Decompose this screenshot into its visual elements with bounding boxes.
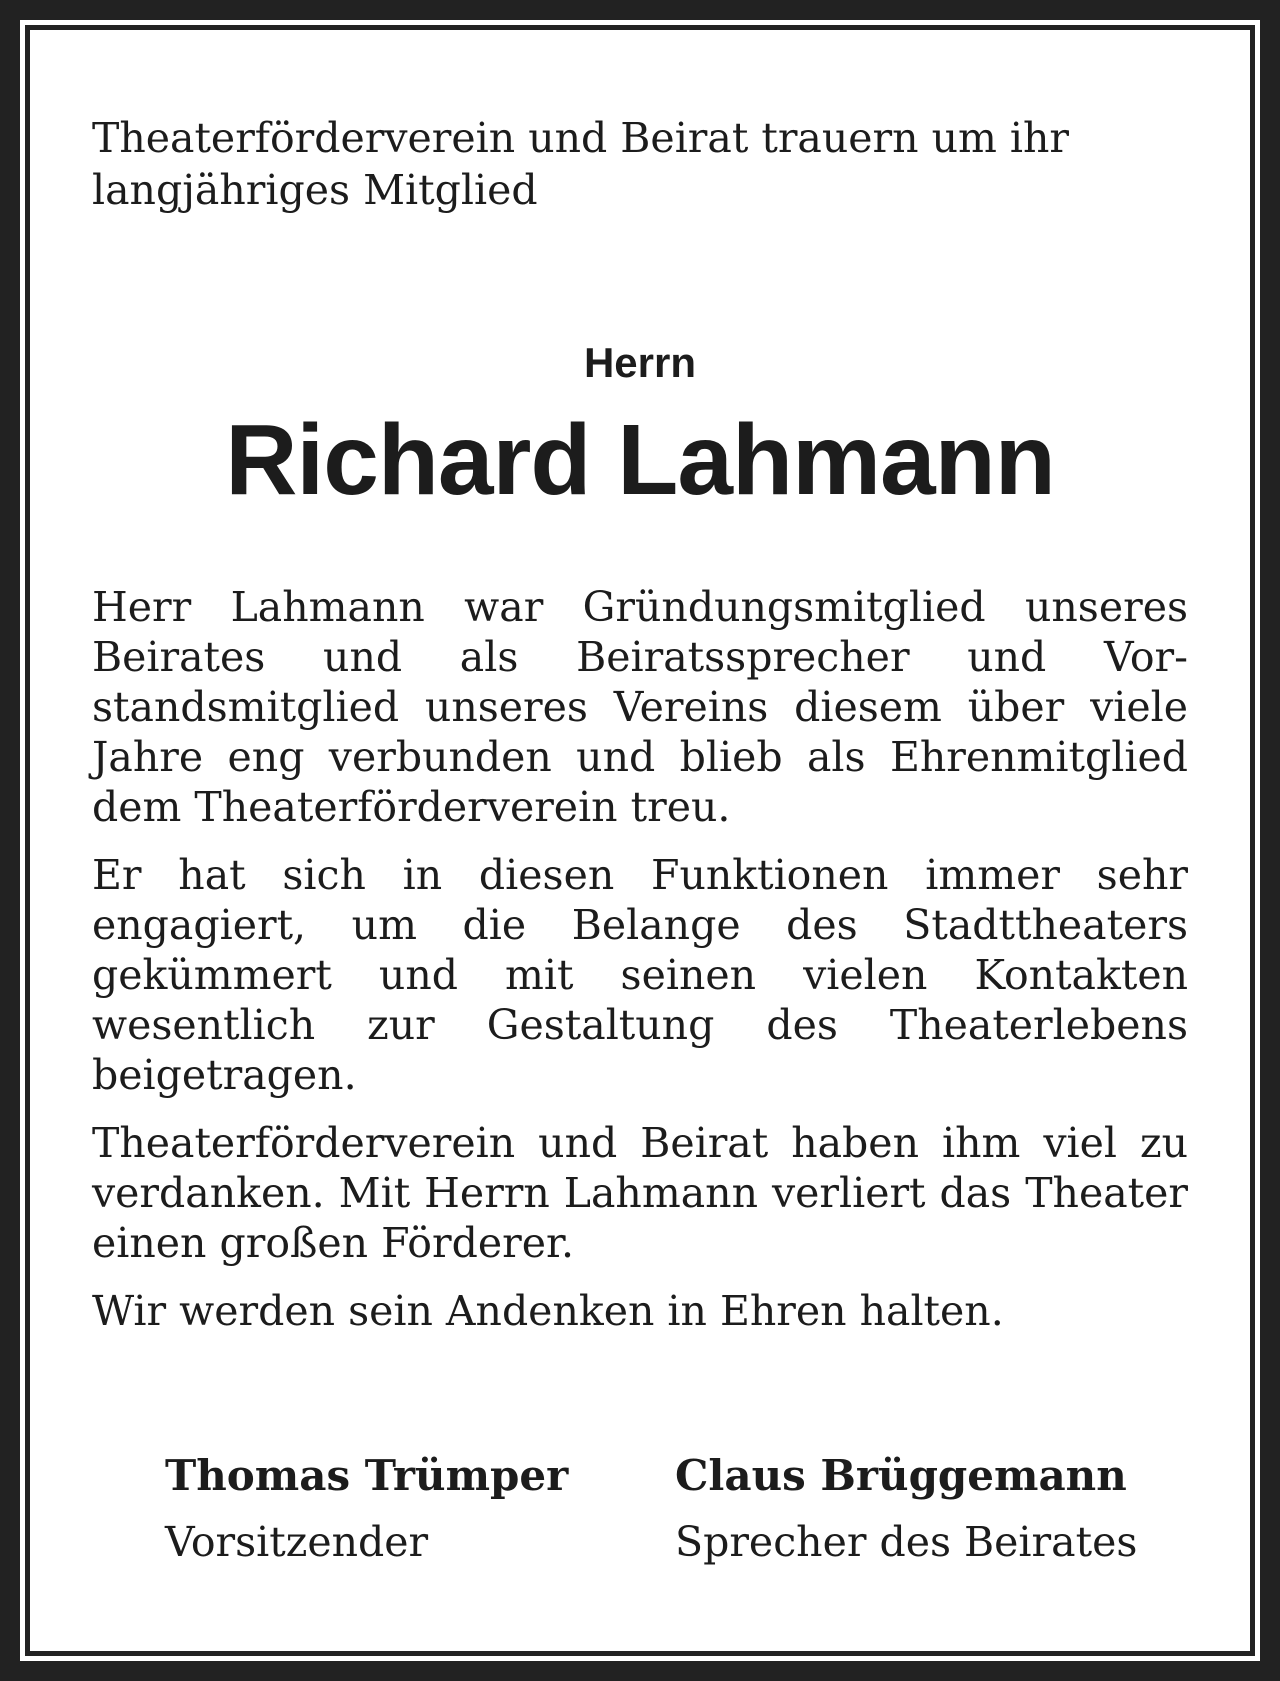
signatory-chairman	[165, 1448, 675, 1570]
intro-text: Theaterförderverein und Beirat trauern um ihr langjähriges Mitglied	[92, 114, 1070, 214]
signatory-role: Sprecher des Beirates	[675, 1518, 1138, 1566]
paragraph: Er hat sich in diesen Funktionen immer sehr engagiert, um die Belange des Stadttheaters gekümmert und mit seinen vielen Kontakten wesentlich zur Gestaltung des Theaterlebens beigetragen.	[92, 851, 1188, 1099]
signatory-role: Vorsitzender	[165, 1518, 429, 1566]
salutation: Herrn	[583, 339, 697, 386]
signatory-board-speaker	[675, 1448, 1137, 1570]
signatures	[165, 1448, 1185, 1570]
signatory-name: Thomas Trümper	[165, 1451, 569, 1500]
paragraph: Theaterförderverein und Beirat haben ihm viel zu verdanken. Mit Herrn Lahmann verliert das Theater einen großen Förderer.	[92, 1119, 1188, 1267]
deceased-name: Richard Lahmann	[225, 404, 1055, 516]
signatory-name: Claus Brüggemann	[675, 1451, 1127, 1500]
obituary-content	[92, 112, 1188, 1354]
paragraph: Herr Lahmann war Gründungsmitglied unseres Beirates und als Beiratssprecher und Vorstandsmitglied unseres Vereins diesem über viele Jahre eng verbunden und blieb als Ehrenmitglied dem Theaterförderverein treu.	[92, 583, 1188, 831]
body-text	[92, 582, 1188, 1336]
paragraph: Wir werden sein Andenken in Ehren halten.	[92, 1287, 1004, 1335]
